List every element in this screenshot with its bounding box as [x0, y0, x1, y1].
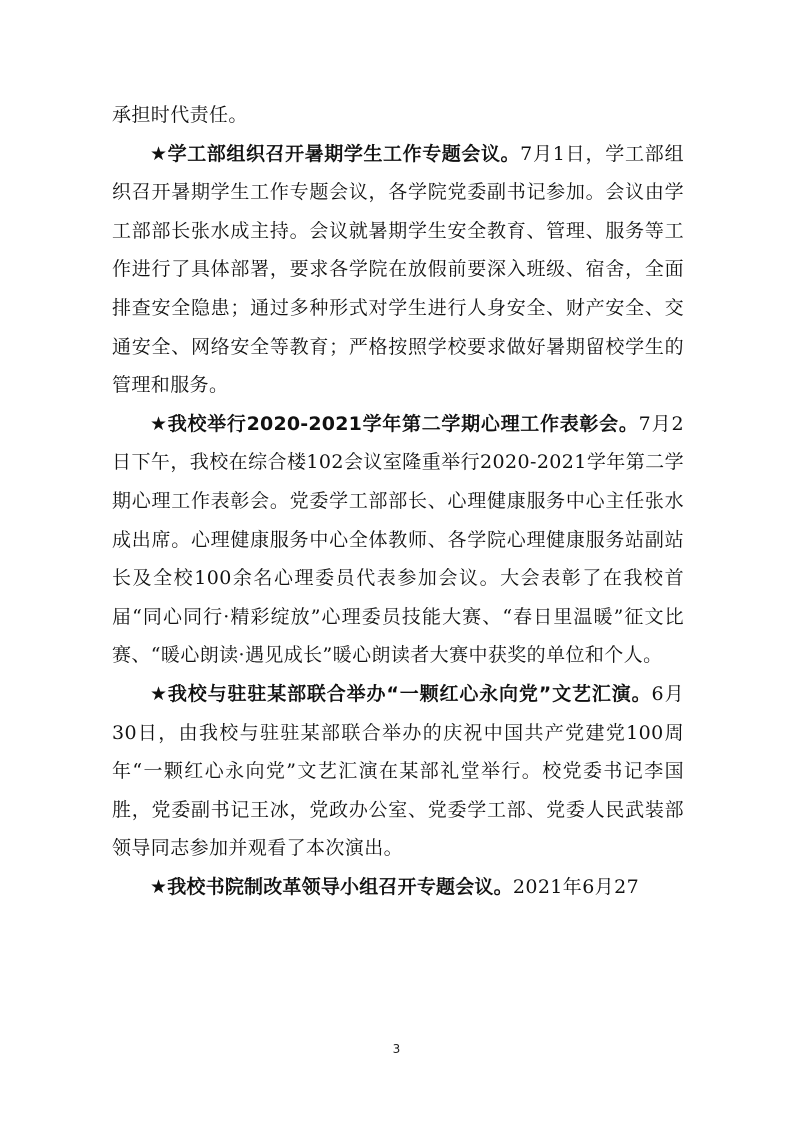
news-item-psychology-awards: [112, 405, 684, 675]
paragraph-headline: ★我校举行2020-2021学年第二学期心理工作表彰会。: [150, 412, 639, 435]
news-item-art-performance: [112, 675, 684, 868]
paragraph-headline: ★学工部组织召开暑期学生工作专题会议。: [150, 142, 521, 165]
paragraph-text: 7月1日，学工部组织召开暑期学生工作专题会议，各学院党委副书记参加。会议由学工部部长张水成主持。会议就暑期学生安全教育、管理、服务等工作进行了具体部署，要求各学院在放假前要深入班级、宿舍，全面排查安全隐患；通过多种形式对学生进行人身安全、财产安全、交通安全、网络安全等教育；严格按照学校要求做好暑期留校学生的管理和服务。: [112, 142, 684, 397]
paragraph-headline: ★我校书院制改革领导小组召开专题会议。: [150, 875, 513, 898]
paragraph-text: 2021年6月27: [512, 875, 640, 898]
page-number: 3: [392, 1042, 401, 1056]
paragraph-text: 6月30日，由我校与驻驻某部联合举办的庆祝中国共产党建党100周年“一颗红心永向党”文艺汇演在某部礼堂举行。校党委书记李国胜，党委副书记王冰，党政办公室、党委学工部、党委人民武装部领导同志参加并观看了本次演出。: [112, 682, 684, 860]
paragraph-text: 承担时代责任。: [112, 104, 248, 126]
news-item-college-reform: [112, 868, 684, 907]
paragraph-text: 7月2日下午，我校在综合楼102会议室隆重举行2020-2021学年第二学期心理工作表彰会。党委学工部部长、心理健康服务中心主任张水成出席。心理健康服务中心全体教师、各学院心理健康服务站副站长及全校100余名心理委员代表参加会议。大会表彰了在我校首届“同心同行·精彩绽放”心理委员技能大赛、“春日里温暖”征文比赛、“暖心朗读·遇见成长”暖心朗读者大赛中获奖的单位和个人。: [112, 412, 684, 667]
paragraph-headline: ★我校与驻驻某部联合举办“一颗红心永向党”文艺汇演。: [150, 682, 652, 705]
news-item-summer-meeting: [112, 135, 684, 405]
document-body: [112, 96, 684, 906]
paragraph-continuation: [112, 96, 684, 135]
